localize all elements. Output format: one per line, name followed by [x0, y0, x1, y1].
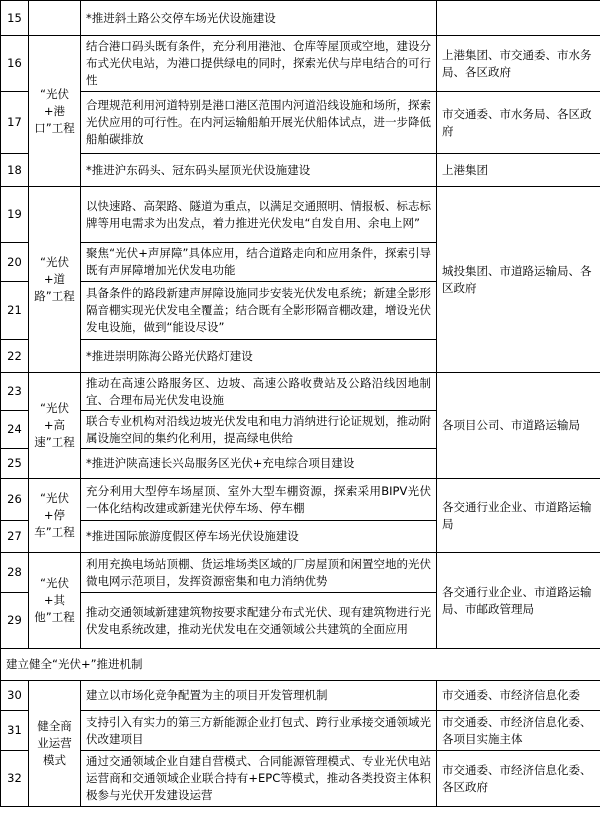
row-number: 20	[1, 243, 29, 282]
row-number: 25	[1, 449, 29, 479]
row-number: 22	[1, 340, 29, 373]
category-cell	[29, 1, 81, 36]
measure-content: 合理规范利用河道特别是港口港区范围内河道沿线设施和场所，探索光伏应用的可行性。在内河运输船舶开展光伏船体试点，进一步降低船舶碳排放	[81, 92, 437, 154]
category-cell: “光伏+停车”工程	[29, 479, 81, 553]
responsible-org	[437, 1, 600, 36]
measure-content: 具备条件的路段新建声屏障设施同步安装光伏发电系统；新建全影形隔音棚实现光伏发电全覆盖；结合既有全影形隔音棚改建，增设光伏发电设施，做到“能设尽设”	[81, 282, 437, 340]
category-cell: “光伏+高速”工程	[29, 373, 81, 479]
measure-content: 结合港口码头既有条件，充分利用港池、仓库等屋顶或空地，建设分布式光伏电站，为港口提供绿电的同时，探索光伏与岸电结合的可行性	[81, 36, 437, 92]
measure-content: 利用充换电场站顶棚、货运堆场类区域的厂房屋顶和闲置空地的光伏微电网示范项目，发挥资源密集和电力消纳优势	[81, 553, 437, 593]
responsible-org: 上港集团	[437, 154, 600, 187]
responsible-org: 市交通委、市经济信息化委、各区政府	[437, 751, 600, 807]
table-row	[1, 92, 600, 154]
responsible-org: 各交通行业企业、市道路运输局	[437, 479, 600, 553]
row-number: 18	[1, 154, 29, 187]
row-number: 32	[1, 751, 29, 807]
measure-content: *推进国际旅游度假区停车场光伏设施建设	[81, 521, 437, 553]
table-row	[1, 373, 600, 411]
table-row	[1, 711, 600, 751]
measure-content: 充分利用大型停车场屋顶、室外大型车棚资源，探索采用BIPV光伏一体化结构改建或新建光伏停车场、停车棚	[81, 479, 437, 521]
responsible-org: 各项目公司、市道路运输局	[437, 373, 600, 479]
measure-content: 建立以市场化竞争配置为主的项目开发管理机制	[81, 681, 437, 711]
measure-content: *推进崇明陈海公路光伏路灯建设	[81, 340, 437, 373]
measure-content: 通过交通领域企业自建自营模式、合同能源管理模式、专业光伏电站运营商和交通领域企业联合持有+EPC等模式，推动各类投资主体积极参与光伏开发建设运营	[81, 751, 437, 807]
table-row	[1, 1, 600, 36]
row-number: 19	[1, 187, 29, 243]
measure-content: 推动交通领域新建建筑物按要求配建分布式光伏、现有建筑物进行光伏发电系统改建，推动光伏发电在交通领域公共建筑的全面应用	[81, 593, 437, 649]
table-row	[1, 36, 600, 92]
row-number: 23	[1, 373, 29, 411]
measure-content: *推进斜土路公交停车场光伏设施建设	[81, 1, 437, 36]
row-number: 28	[1, 553, 29, 593]
row-number: 30	[1, 681, 29, 711]
row-number: 15	[1, 1, 29, 36]
measure-content: 支持引入有实力的第三方新能源企业打包式、跨行业承接交通领域光伏改建项目	[81, 711, 437, 751]
section-heading: 建立健全“光伏+”推进机制	[1, 649, 600, 681]
category-cell: 健全商业运营模式	[29, 681, 81, 807]
row-number: 27	[1, 521, 29, 553]
measure-content: *推进沪陕高速长兴岛服务区光伏+充电综合项目建设	[81, 449, 437, 479]
table-row	[1, 154, 600, 187]
row-number: 17	[1, 92, 29, 154]
responsible-org: 各交通行业企业、市道路运输局、市邮政管理局	[437, 553, 600, 649]
table-row	[1, 479, 600, 521]
category-cell: “光伏+道路”工程	[29, 187, 81, 373]
table-row	[1, 681, 600, 711]
measure-content: 以快速路、高架路、隧道为重点，以满足交通照明、情报板、标志标牌等用电需求为出发点，着力推进光伏发电“自发自用、余电上网”	[81, 187, 437, 243]
category-cell: “光伏+港口”工程	[29, 36, 81, 187]
measure-content: *推进沪东码头、冠东码头屋顶光伏设施建设	[81, 154, 437, 187]
section-row	[1, 649, 600, 681]
row-number: 24	[1, 411, 29, 449]
measure-content: 聚焦“光伏+声屏障”具体应用，结合道路走向和应用条件，探索引导既有声屏障增加光伏发电功能	[81, 243, 437, 282]
responsible-org: 市交通委、市水务局、各区政府	[437, 92, 600, 154]
row-number: 21	[1, 282, 29, 340]
responsible-org: 市交通委、市经济信息化委	[437, 681, 600, 711]
row-number: 26	[1, 479, 29, 521]
table-row	[1, 187, 600, 243]
table-row	[1, 751, 600, 807]
row-number: 29	[1, 593, 29, 649]
responsible-org: 上港集团、市交通委、市水务局、各区政府	[437, 36, 600, 92]
row-number: 16	[1, 36, 29, 92]
table-row	[1, 553, 600, 593]
row-number: 31	[1, 711, 29, 751]
category-cell: “光伏+其他”工程	[29, 553, 81, 649]
responsible-org: 市交通委、市经济信息化委、各项目实施主体	[437, 711, 600, 751]
responsible-org: 城投集团、市道路运输局、各区政府	[437, 187, 600, 373]
measure-content: 联合专业机构对沿线边坡光伏发电和电力消纳进行论证规划，推动附属设施空间的集约化利用，提高绿电供给	[81, 411, 437, 449]
measure-content: 推动在高速公路服务区、边坡、高速公路收费站及公路沿线因地制宜、合理布局光伏发电设施	[81, 373, 437, 411]
